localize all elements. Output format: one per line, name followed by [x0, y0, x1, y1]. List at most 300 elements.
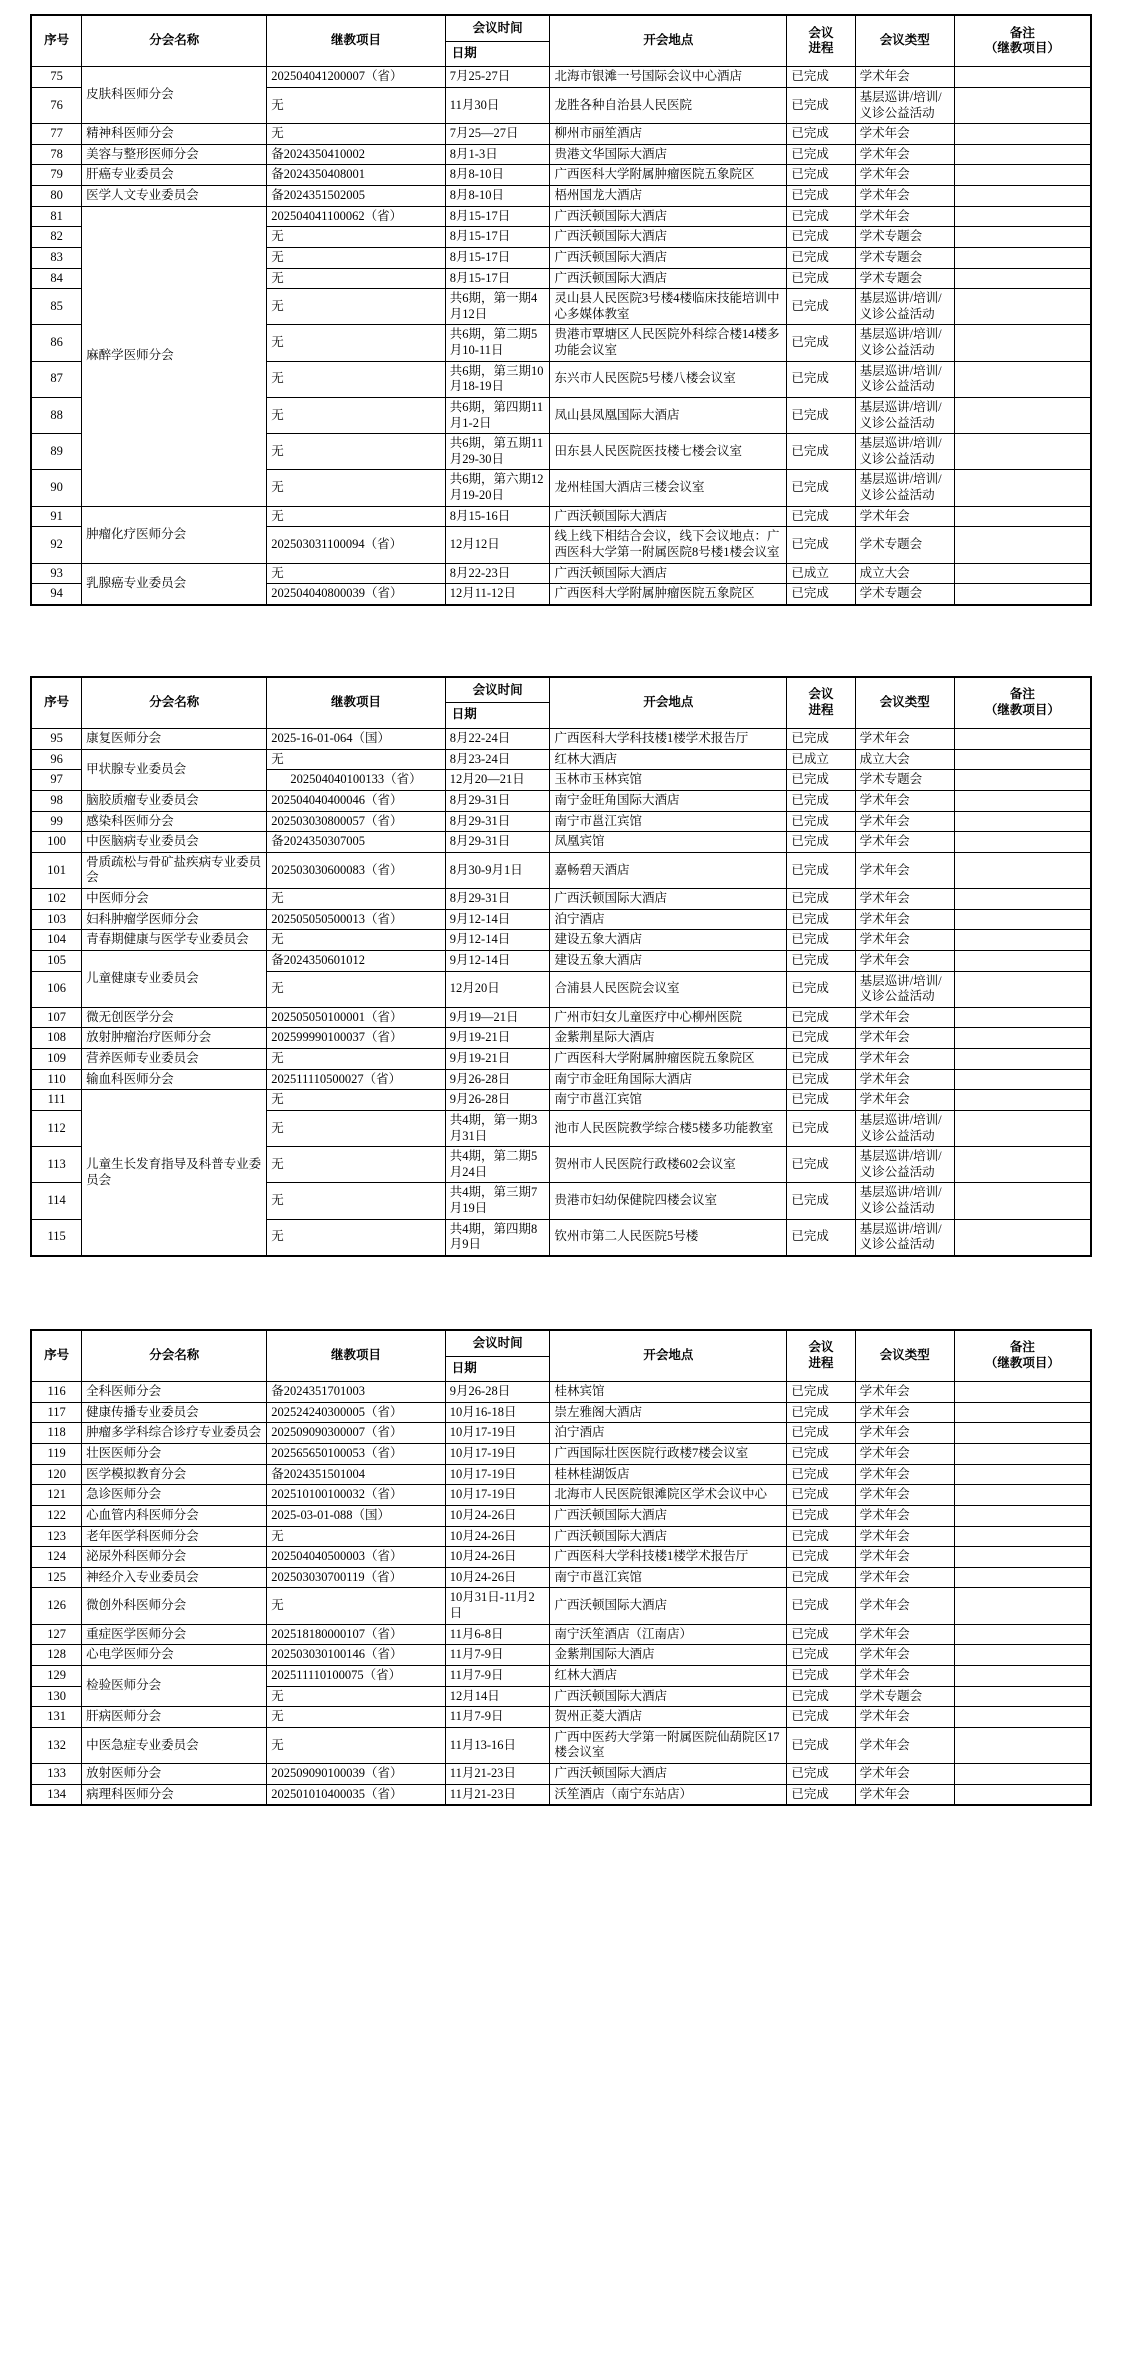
- cell-date: 11月7-9日: [445, 1707, 550, 1728]
- cell-place: 广西沃顿国际大酒店: [550, 268, 787, 289]
- cell-place: 田东县人民医院医技楼七楼会议室: [550, 434, 787, 470]
- cell-note: [954, 289, 1091, 325]
- cell-place: 线上线下相结合会议，线下会议地点：广西医科大学第一附属医院8号楼1楼会议室: [550, 527, 787, 563]
- cell-date: 8月15-17日: [445, 247, 550, 268]
- table-row: [31, 1069, 1091, 1090]
- cell-progress: 已完成: [787, 790, 855, 811]
- column-header-note: [954, 15, 1091, 67]
- cell-project: 无: [267, 1727, 446, 1763]
- cell-date: 9月19-21日: [445, 1028, 550, 1049]
- cell-place: 沃笙酒店（南宁东站店）: [550, 1784, 787, 1805]
- cell-seq: 119: [31, 1444, 82, 1465]
- cell-date: 8月29-31日: [445, 889, 550, 910]
- cell-note: [954, 563, 1091, 584]
- cell-date: 10月16-18日: [445, 1402, 550, 1423]
- table-body: [31, 729, 1091, 1256]
- cell-project: 202504040500003（省）: [267, 1547, 446, 1568]
- cell-note: [954, 227, 1091, 248]
- cell-project: 202503031100094（省）: [267, 527, 446, 563]
- cell-progress: 已成立: [787, 563, 855, 584]
- table-header: [31, 677, 1091, 729]
- cell-progress: 已完成: [787, 1069, 855, 1090]
- cell-seq: 79: [31, 165, 82, 186]
- column-header-place: 开会地点: [550, 1330, 787, 1382]
- cell-type: 学术年会: [855, 1707, 954, 1728]
- column-header-progress: [787, 1330, 855, 1382]
- cell-date: 11月30日: [445, 87, 550, 123]
- cell-progress: 已完成: [787, 186, 855, 207]
- cell-place: 广西中医药大学第一附属医院仙葫院区17楼会议室: [550, 1727, 787, 1763]
- column-header-seq: 序号: [31, 1330, 82, 1382]
- table-row: [31, 186, 1091, 207]
- cell-type: 学术年会: [855, 1382, 954, 1403]
- cell-project: 无: [267, 1526, 446, 1547]
- column-header-branch: 分会名称: [82, 1330, 267, 1382]
- table-block-3: [30, 1329, 1092, 1806]
- cell-type: 学术年会: [855, 1588, 954, 1624]
- table-body: [31, 67, 1091, 605]
- cell-place: 桂林桂湖饭店: [550, 1464, 787, 1485]
- cell-seq: 109: [31, 1049, 82, 1070]
- column-header-date-label: 日期: [451, 45, 477, 60]
- cell-branch: 放射医师分会: [82, 1764, 267, 1785]
- cell-place: 南宁沃笙酒店（江南店）: [550, 1624, 787, 1645]
- cell-place: 广西医科大学附属肿瘤医院五象院区: [550, 584, 787, 605]
- cell-progress: 已完成: [787, 434, 855, 470]
- cell-note: [954, 361, 1091, 397]
- cell-date: 11月6-8日: [445, 1624, 550, 1645]
- cell-seq: 108: [31, 1028, 82, 1049]
- cell-note: [954, 124, 1091, 145]
- cell-type: 学术年会: [855, 1028, 954, 1049]
- cell-progress: 已成立: [787, 749, 855, 770]
- cell-date: 12月12日: [445, 527, 550, 563]
- cell-progress: 已完成: [787, 1547, 855, 1568]
- column-header-meeting-time: [445, 15, 550, 67]
- cell-date: 8月8-10日: [445, 186, 550, 207]
- cell-project: 无: [267, 1183, 446, 1219]
- cell-type: 学术年会: [855, 1665, 954, 1686]
- cell-project: 202518180000107（省）: [267, 1624, 446, 1645]
- cell-progress: 已完成: [787, 1567, 855, 1588]
- cell-progress: 已完成: [787, 852, 855, 888]
- cell-type: 学术年会: [855, 124, 954, 145]
- cell-type: 学术年会: [855, 1505, 954, 1526]
- cell-progress: 已完成: [787, 1624, 855, 1645]
- table-header: [31, 1330, 1091, 1382]
- cell-branch: 肿瘤化疗医师分会: [82, 506, 267, 563]
- cell-project: 无: [267, 247, 446, 268]
- cell-place: 红林大酒店: [550, 749, 787, 770]
- cell-note: [954, 852, 1091, 888]
- column-header-note: [954, 677, 1091, 729]
- cell-branch: 心血管内科医师分会: [82, 1505, 267, 1526]
- cell-note: [954, 1686, 1091, 1707]
- cell-note: [954, 811, 1091, 832]
- cell-progress: 已完成: [787, 1707, 855, 1728]
- cell-seq: 117: [31, 1402, 82, 1423]
- cell-progress: 已完成: [787, 1485, 855, 1506]
- cell-progress: 已完成: [787, 832, 855, 853]
- table-header: [31, 15, 1091, 67]
- column-header-meeting-time-label: 会议时间: [446, 1331, 550, 1357]
- cell-type: 基层巡讲/培训/义诊公益活动: [855, 1147, 954, 1183]
- cell-project: 无: [267, 1219, 446, 1256]
- cell-project: 无: [267, 1588, 446, 1624]
- cell-date: 8月23-24日: [445, 749, 550, 770]
- cell-progress: 已完成: [787, 67, 855, 88]
- cell-seq: 104: [31, 930, 82, 951]
- cell-project: 202503030800057（省）: [267, 811, 446, 832]
- table-row: [31, 1764, 1091, 1785]
- cell-progress: 已完成: [787, 1764, 855, 1785]
- cell-branch: 青春期健康与医学专业委员会: [82, 930, 267, 951]
- cell-seq: 133: [31, 1764, 82, 1785]
- cell-progress: 已完成: [787, 1028, 855, 1049]
- cell-seq: 130: [31, 1686, 82, 1707]
- cell-note: [954, 1049, 1091, 1070]
- cell-branch: 微无创医学分会: [82, 1007, 267, 1028]
- cell-note: [954, 1505, 1091, 1526]
- cell-project: 无: [267, 1686, 446, 1707]
- cell-seq: 86: [31, 325, 82, 361]
- cell-progress: 已完成: [787, 124, 855, 145]
- cell-seq: 76: [31, 87, 82, 123]
- cell-type: 学术年会: [855, 1464, 954, 1485]
- cell-place: 玉林市玉林宾馆: [550, 770, 787, 791]
- cell-seq: 80: [31, 186, 82, 207]
- table-row: [31, 1485, 1091, 1506]
- cell-seq: 125: [31, 1567, 82, 1588]
- cell-branch: 甲状腺专业委员会: [82, 749, 267, 790]
- cell-place: 金紫荆星际大酒店: [550, 1028, 787, 1049]
- cell-note: [954, 470, 1091, 506]
- cell-project: 202565650100053（省）: [267, 1444, 446, 1465]
- cell-seq: 102: [31, 889, 82, 910]
- cell-seq: 123: [31, 1526, 82, 1547]
- table-row: [31, 67, 1091, 88]
- cell-branch: 神经介入专业委员会: [82, 1567, 267, 1588]
- cell-project: 无: [267, 563, 446, 584]
- cell-seq: 114: [31, 1183, 82, 1219]
- cell-project: 202524240300005（省）: [267, 1402, 446, 1423]
- cell-progress: 已完成: [787, 1090, 855, 1111]
- cell-date: 共6期，第一期4月12日: [445, 289, 550, 325]
- cell-date: 11月7-9日: [445, 1665, 550, 1686]
- cell-date: 共6期，第五期11月29-30日: [445, 434, 550, 470]
- cell-date: 9月26-28日: [445, 1382, 550, 1403]
- table-row: [31, 889, 1091, 910]
- cell-note: [954, 770, 1091, 791]
- cell-progress: 已完成: [787, 1784, 855, 1805]
- cell-place: 泊宁酒店: [550, 1423, 787, 1444]
- cell-type: 基层巡讲/培训/义诊公益活动: [855, 1219, 954, 1256]
- cell-progress: 已完成: [787, 206, 855, 227]
- cell-seq: 100: [31, 832, 82, 853]
- cell-place: 金紫荆国际大酒店: [550, 1645, 787, 1666]
- cell-note: [954, 832, 1091, 853]
- cell-type: 学术年会: [855, 889, 954, 910]
- cell-place: 广西沃顿国际大酒店: [550, 1588, 787, 1624]
- cell-branch: 微创外科医师分会: [82, 1588, 267, 1624]
- table-row: [31, 930, 1091, 951]
- cell-type: 学术年会: [855, 1547, 954, 1568]
- table-row: [31, 950, 1091, 971]
- table-block-2: [30, 676, 1092, 1257]
- cell-project: 备2024350601012: [267, 950, 446, 971]
- cell-place: 广西沃顿国际大酒店: [550, 889, 787, 910]
- column-header-progress-line2: 进程: [808, 1356, 834, 1370]
- cell-type: 学术专题会: [855, 770, 954, 791]
- cell-progress: 已完成: [787, 1423, 855, 1444]
- cell-seq: 116: [31, 1382, 82, 1403]
- cell-place: 贺州市人民医院行政楼602会议室: [550, 1147, 787, 1183]
- cell-branch: 中医师分会: [82, 889, 267, 910]
- cell-branch: 中医脑病专业委员会: [82, 832, 267, 853]
- column-header-progress-line1: 会议: [808, 687, 834, 702]
- cell-project: 无: [267, 289, 446, 325]
- cell-place: 贺州正菱大酒店: [550, 1707, 787, 1728]
- cell-type: 学术年会: [855, 144, 954, 165]
- cell-project: 202501010400035（省）: [267, 1784, 446, 1805]
- cell-progress: 已完成: [787, 1645, 855, 1666]
- cell-type: 学术年会: [855, 506, 954, 527]
- cell-seq: 103: [31, 909, 82, 930]
- cell-place: 南宁市邕江宾馆: [550, 811, 787, 832]
- cell-progress: 已完成: [787, 770, 855, 791]
- cell-date: 12月14日: [445, 1686, 550, 1707]
- cell-progress: 已完成: [787, 325, 855, 361]
- cell-branch: 急诊医师分会: [82, 1485, 267, 1506]
- cell-branch: 肝病医师分会: [82, 1707, 267, 1728]
- cell-branch: 肿瘤多学科综合诊疗专业委员会: [82, 1423, 267, 1444]
- cell-place: 广西医科大学附属肿瘤医院五象院区: [550, 165, 787, 186]
- table-row: [31, 1624, 1091, 1645]
- cell-seq: 126: [31, 1588, 82, 1624]
- cell-branch: 输血科医师分会: [82, 1069, 267, 1090]
- cell-note: [954, 1547, 1091, 1568]
- cell-project: 无: [267, 434, 446, 470]
- cell-branch: 妇科肿瘤学医师分会: [82, 909, 267, 930]
- cell-type: 基层巡讲/培训/义诊公益活动: [855, 434, 954, 470]
- cell-branch: 儿童生长发育指导及科普专业委员会: [82, 1090, 267, 1256]
- table-row: [31, 1464, 1091, 1485]
- cell-note: [954, 87, 1091, 123]
- cell-type: 学术年会: [855, 1645, 954, 1666]
- cell-date: 8月15-17日: [445, 268, 550, 289]
- cell-type: 学术年会: [855, 1764, 954, 1785]
- cell-project: 202503030100146（省）: [267, 1645, 446, 1666]
- cell-progress: 已完成: [787, 930, 855, 951]
- cell-type: 学术年会: [855, 1727, 954, 1763]
- cell-date: 10月24-26日: [445, 1547, 550, 1568]
- cell-date: 10月17-19日: [445, 1464, 550, 1485]
- cell-project: 无: [267, 87, 446, 123]
- cell-place: 广西医科大学科技楼1楼学术报告厅: [550, 1547, 787, 1568]
- table-row: [31, 1526, 1091, 1547]
- cell-type: 学术年会: [855, 729, 954, 750]
- cell-place: 广西沃顿国际大酒店: [550, 1526, 787, 1547]
- cell-note: [954, 1464, 1091, 1485]
- cell-seq: 99: [31, 811, 82, 832]
- cell-note: [954, 1028, 1091, 1049]
- cell-project: 无: [267, 749, 446, 770]
- table-row: [31, 749, 1091, 770]
- cell-place: 广州市妇女儿童医疗中心柳州医院: [550, 1007, 787, 1028]
- cell-branch: 感染科医师分会: [82, 811, 267, 832]
- cell-note: [954, 790, 1091, 811]
- cell-seq: 113: [31, 1147, 82, 1183]
- cell-note: [954, 1402, 1091, 1423]
- cell-project: 202505050500013（省）: [267, 909, 446, 930]
- cell-seq: 118: [31, 1423, 82, 1444]
- cell-branch: 骨质疏松与骨矿盐疾病专业委员会: [82, 852, 267, 888]
- cell-seq: 122: [31, 1505, 82, 1526]
- cell-branch: 重症医学医师分会: [82, 1624, 267, 1645]
- cell-branch: 壮医医师分会: [82, 1444, 267, 1465]
- cell-type: 基层巡讲/培训/义诊公益活动: [855, 470, 954, 506]
- cell-place: 贵港文华国际大酒店: [550, 144, 787, 165]
- cell-type: 学术年会: [855, 1624, 954, 1645]
- cell-place: 凤山县凤凰国际大酒店: [550, 397, 787, 433]
- column-header-type: 会议类型: [855, 1330, 954, 1382]
- cell-note: [954, 1183, 1091, 1219]
- cell-place: 广西沃顿国际大酒店: [550, 506, 787, 527]
- cell-branch: 心电学医师分会: [82, 1645, 267, 1666]
- cell-place: 北海市人民医院银滩院区学术会议中心: [550, 1485, 787, 1506]
- cell-branch: 皮肤科医师分会: [82, 67, 267, 124]
- cell-progress: 已完成: [787, 1402, 855, 1423]
- cell-place: 广西沃顿国际大酒店: [550, 1764, 787, 1785]
- cell-branch: 营养医师专业委员会: [82, 1049, 267, 1070]
- cell-date: 11月21-23日: [445, 1784, 550, 1805]
- cell-seq: 84: [31, 268, 82, 289]
- cell-date: 共4期，第三期7月19日: [445, 1183, 550, 1219]
- cell-project: 202599990100037（省）: [267, 1028, 446, 1049]
- column-header-meeting-time-label: 会议时间: [446, 678, 550, 704]
- cell-project: 无: [267, 1049, 446, 1070]
- cell-date: 10月24-26日: [445, 1505, 550, 1526]
- cell-branch: 健康传播专业委员会: [82, 1402, 267, 1423]
- cell-seq: 89: [31, 434, 82, 470]
- table-row: [31, 1588, 1091, 1624]
- cell-type: 学术年会: [855, 1049, 954, 1070]
- table-row: [31, 811, 1091, 832]
- cell-branch: 放射肿瘤治疗医师分会: [82, 1028, 267, 1049]
- cell-type: 学术年会: [855, 1007, 954, 1028]
- cell-progress: 已完成: [787, 397, 855, 433]
- cell-project: 202509090300007（省）: [267, 1423, 446, 1444]
- cell-date: 8月29-31日: [445, 832, 550, 853]
- cell-type: 学术年会: [855, 950, 954, 971]
- cell-note: [954, 1485, 1091, 1506]
- cell-seq: 93: [31, 563, 82, 584]
- cell-note: [954, 1645, 1091, 1666]
- cell-type: 学术专题会: [855, 1686, 954, 1707]
- cell-place: 东兴市人民医院5号楼八楼会议室: [550, 361, 787, 397]
- cell-project: 无: [267, 889, 446, 910]
- cell-date: 11月21-23日: [445, 1764, 550, 1785]
- column-header-meeting-time: [445, 1330, 550, 1382]
- cell-seq: 88: [31, 397, 82, 433]
- cell-place: 广西沃顿国际大酒店: [550, 206, 787, 227]
- cell-progress: 已完成: [787, 1464, 855, 1485]
- cell-project: 无: [267, 124, 446, 145]
- column-header-note-line2: （继教项目）: [984, 1356, 1060, 1370]
- cell-progress: 已完成: [787, 1665, 855, 1686]
- header-row: [31, 1330, 1091, 1382]
- cell-seq: 81: [31, 206, 82, 227]
- table-row: [31, 563, 1091, 584]
- cell-place: 南宁市邕江宾馆: [550, 1567, 787, 1588]
- table-block-1: [30, 14, 1092, 606]
- column-header-meeting-time-label: 会议时间: [446, 16, 550, 42]
- cell-project: 2025-16-01-064（国）: [267, 729, 446, 750]
- cell-place: 凤凰宾馆: [550, 832, 787, 853]
- cell-seq: 87: [31, 361, 82, 397]
- cell-project: 202504040800039（省）: [267, 584, 446, 605]
- cell-place: 广西沃顿国际大酒店: [550, 227, 787, 248]
- cell-type: 学术专题会: [855, 527, 954, 563]
- cell-note: [954, 1444, 1091, 1465]
- cell-place: 泊宁酒店: [550, 909, 787, 930]
- cell-place: 龙州桂国大酒店三楼会议室: [550, 470, 787, 506]
- cell-progress: 已完成: [787, 1588, 855, 1624]
- cell-project: 备2024350307005: [267, 832, 446, 853]
- cell-note: [954, 909, 1091, 930]
- cell-seq: 91: [31, 506, 82, 527]
- cell-progress: 已完成: [787, 1049, 855, 1070]
- cell-date: 共6期，第六期12月19-20日: [445, 470, 550, 506]
- cell-date: 8月1-3日: [445, 144, 550, 165]
- cell-seq: 128: [31, 1645, 82, 1666]
- cell-type: 基层巡讲/培训/义诊公益活动: [855, 325, 954, 361]
- cell-date: 共4期，第二期5月24日: [445, 1147, 550, 1183]
- cell-branch: 肝癌专业委员会: [82, 165, 267, 186]
- cell-note: [954, 506, 1091, 527]
- cell-place: 南宁金旺角国际大酒店: [550, 790, 787, 811]
- cell-progress: 已完成: [787, 1183, 855, 1219]
- cell-note: [954, 1007, 1091, 1028]
- cell-note: [954, 889, 1091, 910]
- cell-type: 学术年会: [855, 1567, 954, 1588]
- cell-progress: 已完成: [787, 811, 855, 832]
- column-header-type: 会议类型: [855, 15, 954, 67]
- cell-note: [954, 165, 1091, 186]
- cell-type: 学术年会: [855, 165, 954, 186]
- cell-note: [954, 1784, 1091, 1805]
- column-header-seq: 序号: [31, 677, 82, 729]
- cell-type: 学术年会: [855, 790, 954, 811]
- cell-project: 202511110500027（省）: [267, 1069, 446, 1090]
- cell-seq: 92: [31, 527, 82, 563]
- column-header-type: 会议类型: [855, 677, 954, 729]
- cell-date: 12月20—21日: [445, 770, 550, 791]
- table-row: [31, 1028, 1091, 1049]
- cell-project: 无: [267, 227, 446, 248]
- cell-place: 广西沃顿国际大酒店: [550, 247, 787, 268]
- cell-date: 8月8-10日: [445, 165, 550, 186]
- table-row: [31, 1402, 1091, 1423]
- cell-branch: 全科医师分会: [82, 1382, 267, 1403]
- table-row: [31, 790, 1091, 811]
- cell-type: 基层巡讲/培训/义诊公益活动: [855, 289, 954, 325]
- cell-project: 无: [267, 930, 446, 951]
- cell-progress: 已完成: [787, 1382, 855, 1403]
- cell-progress: 已完成: [787, 1526, 855, 1547]
- cell-progress: 已完成: [787, 971, 855, 1007]
- cell-note: [954, 247, 1091, 268]
